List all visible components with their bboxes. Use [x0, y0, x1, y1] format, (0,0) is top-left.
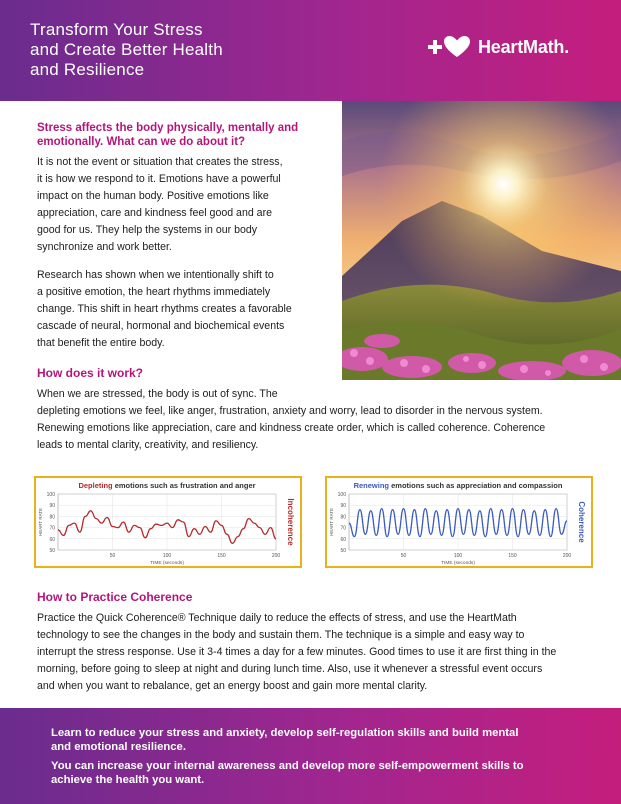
y-tick-label: 100: [46, 492, 55, 498]
text-line: and emotional resilience.: [51, 741, 186, 753]
y-tick-label: 70: [49, 525, 55, 532]
x-tick-label: 50: [400, 553, 407, 559]
text-line: Research has shown when we intentionally shift to: [37, 269, 274, 281]
text-line: It is not the event or situation that creates the stress,: [37, 156, 283, 168]
x-tick-label: 150: [217, 553, 226, 559]
x-tick-label: 150: [508, 553, 517, 559]
y-tick-label: 100: [337, 492, 346, 498]
depleting-chart-svg: [36, 478, 300, 566]
footer-paragraph-1: [51, 726, 518, 754]
text-line: interrupt the stress response. Use it 3-4 times a day for a few minutes. Good times to use it are first thing in the: [37, 646, 557, 658]
y-tick-label: 90: [340, 503, 346, 510]
text-line: Practice the Quick Coherence® Technique daily to reduce the effects of stress, and use the HeartMath: [37, 612, 517, 624]
y-tick-label: 70: [340, 525, 346, 532]
footer-paragraph-2: [51, 759, 524, 787]
plus-heart-icon: [428, 35, 470, 59]
side-label: Incoherence: [286, 498, 295, 546]
text-line: Renewing emotions like appreciation, care and kindness create order, which is called coherence. Coherence: [37, 422, 546, 434]
text-line: technology to see the changes in the body and sustain them. The technique is a simple and easy way to: [37, 629, 525, 641]
text-line: cascade of neural, hormonal and biochemical events: [37, 320, 285, 332]
text-line: Learn to reduce your stress and anxiety, develop self-regulation skills and build mental: [51, 727, 519, 739]
text-line: achieve the health you want.: [51, 774, 205, 786]
renewing-chart-svg: [327, 478, 591, 566]
depleting-chart: [34, 476, 302, 568]
text-line: leads to mental clarity, creativity, and resiliency.: [37, 439, 259, 451]
logo-text: HeartMath.: [478, 36, 570, 57]
x-tick-label: 100: [453, 553, 463, 559]
x-tick-label: 200: [271, 553, 281, 559]
y-tick-label: 60: [49, 536, 55, 543]
chart-title: [78, 481, 255, 490]
text-line: good for us. They help the systems in our body: [37, 224, 258, 236]
intro-paragraph-1: [37, 154, 327, 256]
y-tick-label: 60: [340, 536, 346, 543]
sunset-mountain-photo: [342, 101, 621, 380]
x-axis-label: TIME (seconds): [441, 561, 475, 566]
chart-title-rest: emotions such as appreciation and compassion: [391, 481, 563, 490]
footer-banner: [0, 708, 621, 804]
heading-line: Stress affects the body physically, mentally and: [37, 122, 299, 134]
y-axis-label: HEART RATE: [329, 507, 334, 537]
text-line: When we are stressed, the body is out of sync. The: [37, 388, 278, 400]
y-tick-label: 50: [49, 548, 55, 554]
chart-title-keyword: Depleting: [78, 481, 115, 490]
header-banner: [0, 0, 621, 101]
y-axis-label: HEART RATE: [38, 507, 43, 537]
practice-heading: How to Practice Coherence: [37, 590, 193, 604]
text-line: appreciation, care and kindness feel good and are: [37, 207, 272, 219]
text-line: synchronize and work better.: [37, 241, 172, 253]
text-line: and when you want to rebalance, get an energy boost and gain more mental clarity.: [37, 680, 428, 692]
text-line: it is how we respond to it. Emotions have a powerful: [37, 173, 281, 185]
title-line: Transform Your Stress: [30, 20, 203, 39]
how-heading: How does it work?: [37, 366, 144, 380]
y-tick-label: 80: [340, 514, 346, 521]
side-label: Coherence: [577, 501, 586, 543]
title-line: and Resilience: [30, 60, 145, 79]
text-line: You can increase your internal awareness and develop more self-empowerment skills to: [51, 760, 524, 772]
chart-title: [354, 481, 563, 490]
text-line: morning, before going to sleep at night and during lunch time. Also, use it whenever a stressful event occurs: [37, 663, 543, 675]
text-line: change. This shift in heart rhythms creates a favorable: [37, 303, 292, 315]
x-tick-label: 200: [562, 553, 572, 559]
heading-line: emotionally. What can we do about it?: [37, 136, 246, 148]
y-tick-label: 50: [340, 548, 346, 554]
title-line: and Create Better Health: [30, 40, 223, 59]
page-title: [30, 20, 330, 80]
text-line: depleting emotions we feel, like anger, frustration, anxiety and worry, lead to disorder in the nervous system.: [37, 405, 543, 417]
how-paragraph: [37, 386, 597, 454]
x-tick-label: 100: [162, 553, 172, 559]
practice-paragraph: [37, 610, 597, 695]
intro-paragraph-2: [37, 267, 327, 352]
heartmath-logo: [428, 34, 569, 60]
chart-title-rest: emotions such as frustration and anger: [114, 481, 256, 490]
y-tick-label: 90: [49, 503, 55, 510]
x-tick-label: 50: [109, 553, 116, 559]
renewing-chart: [325, 476, 593, 568]
text-line: that benefit the entire body.: [37, 337, 165, 349]
chart-title-keyword: Renewing: [353, 481, 392, 490]
y-tick-label: 80: [49, 514, 55, 521]
x-axis-label: TIME (seconds): [150, 561, 184, 566]
intro-heading: [37, 121, 327, 149]
text-line: impact on the human body. Positive emotions like: [37, 190, 269, 202]
text-line: a positive emotion, the heart rhythms immediately: [37, 286, 271, 298]
